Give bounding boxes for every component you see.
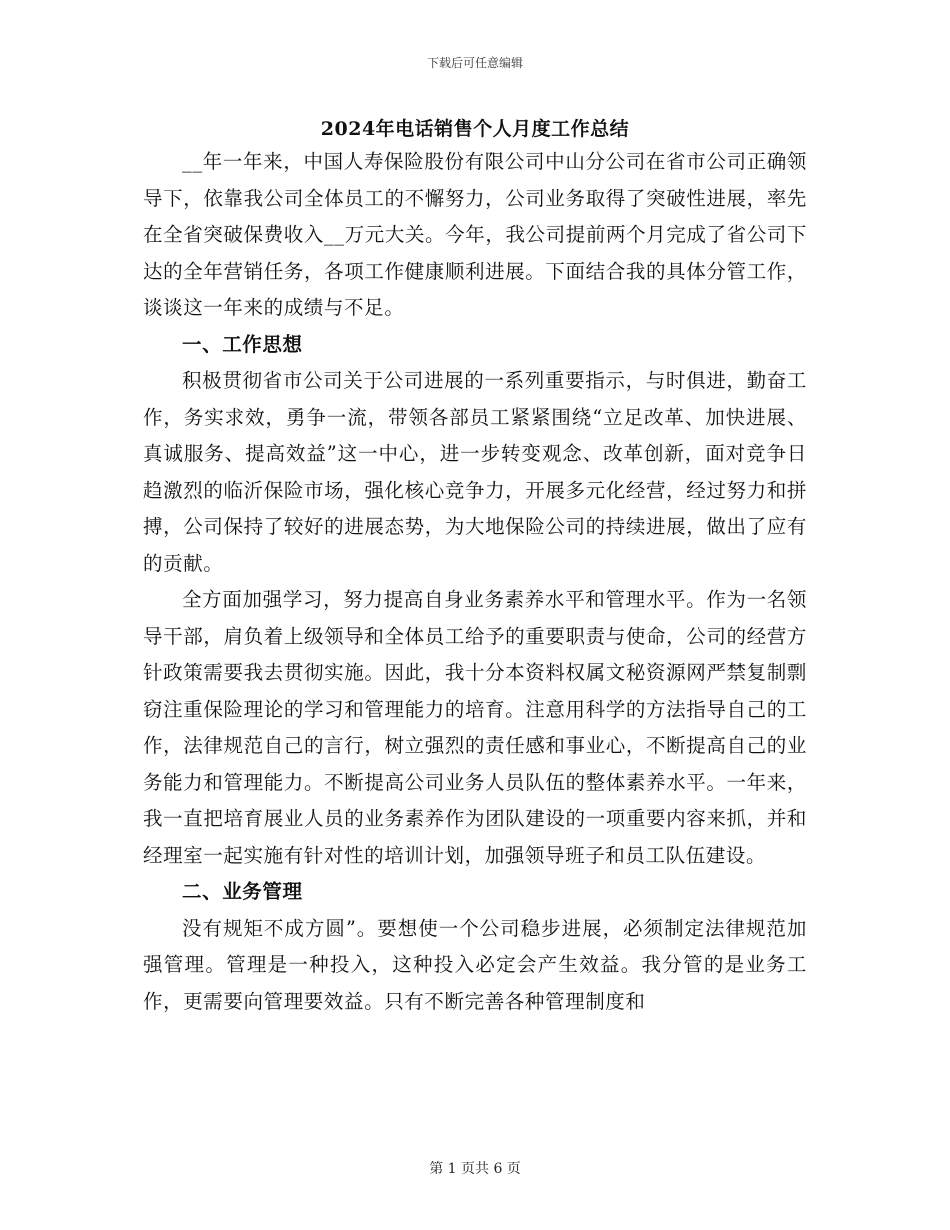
intro-paragraph: __年一年来，中国人寿保险股份有限公司中山分公司在省市公司正确领导下，依靠我公司全体员工的不懈努力，公司业务取得了突破性进展，率先在全省突破保费收入__万元大关。今年，我公司提前两个月完成了省公司下达的全年营销任务，各项工作健康顺利进展。下面结合我的具体分管工作，谈谈这一年来的成绩与不足。 [143,150,807,319]
section-heading-business-management: 二、业务管理 [182,880,303,903]
document-title: 2024年电话销售个人月度工作总结 [320,118,630,140]
document-body [143,144,807,1020]
section1-paragraph-2: 全方面加强学习，努力提高自身业务素养水平和管理水平。作为一名领导干部，肩负着上级领导和全体员工给予的重要职责与使命，公司的经营方针政策需要我去贯彻实施。因此，我十分本资料权属文秘资源网严禁复制剽窃注重保险理论的学习和管理能力的培育。注意用科学的方法指导自己的工作，法律规范自己的言行，树立强烈的责任感和事业心，不断提高自己的业务能力和管理能力。不断提高公司业务人员队伍的整体素养水平。一年来，我一直把培育展业人员的业务素养作为团队建设的一项重要内容来抓，并和经理室一起实施有针对性的培训计划，加强领导班子和员工队伍建设。 [143,588,807,867]
section1-paragraph-1: 积极贯彻省市公司关于公司进展的一系列重要指示，与时俱进，勤奋工作，务实求效，勇争一流，带领各部员工紧紧围绕“立足改革、加快进展、真诚服务、提高效益”这一中心，进一步转变观念、改革创新，面对竞争日趋激烈的临沂保险市场，强化核心竞争力，开展多元化经营，经过努力和拼搏，公司保持了较好的进展态势，为大地保险公司的持续进展，做出了应有的贡献。 [143,369,807,575]
header-note: 下载后可任意编辑 [426,56,523,70]
section2-paragraph-1: 没有规矩不成方圆”。要想使一个公司稳步进展，必须制定法律规范加强管理。管理是一种投入，这种投入必定会产生效益。我分管的是业务工作，更需要向管理要效益。只有不断完善各种管理制度和 [143,916,807,1013]
page-number: 第 1 页共 6 页 [429,1161,521,1177]
section-heading-work-thought: 一、工作思想 [182,332,303,356]
